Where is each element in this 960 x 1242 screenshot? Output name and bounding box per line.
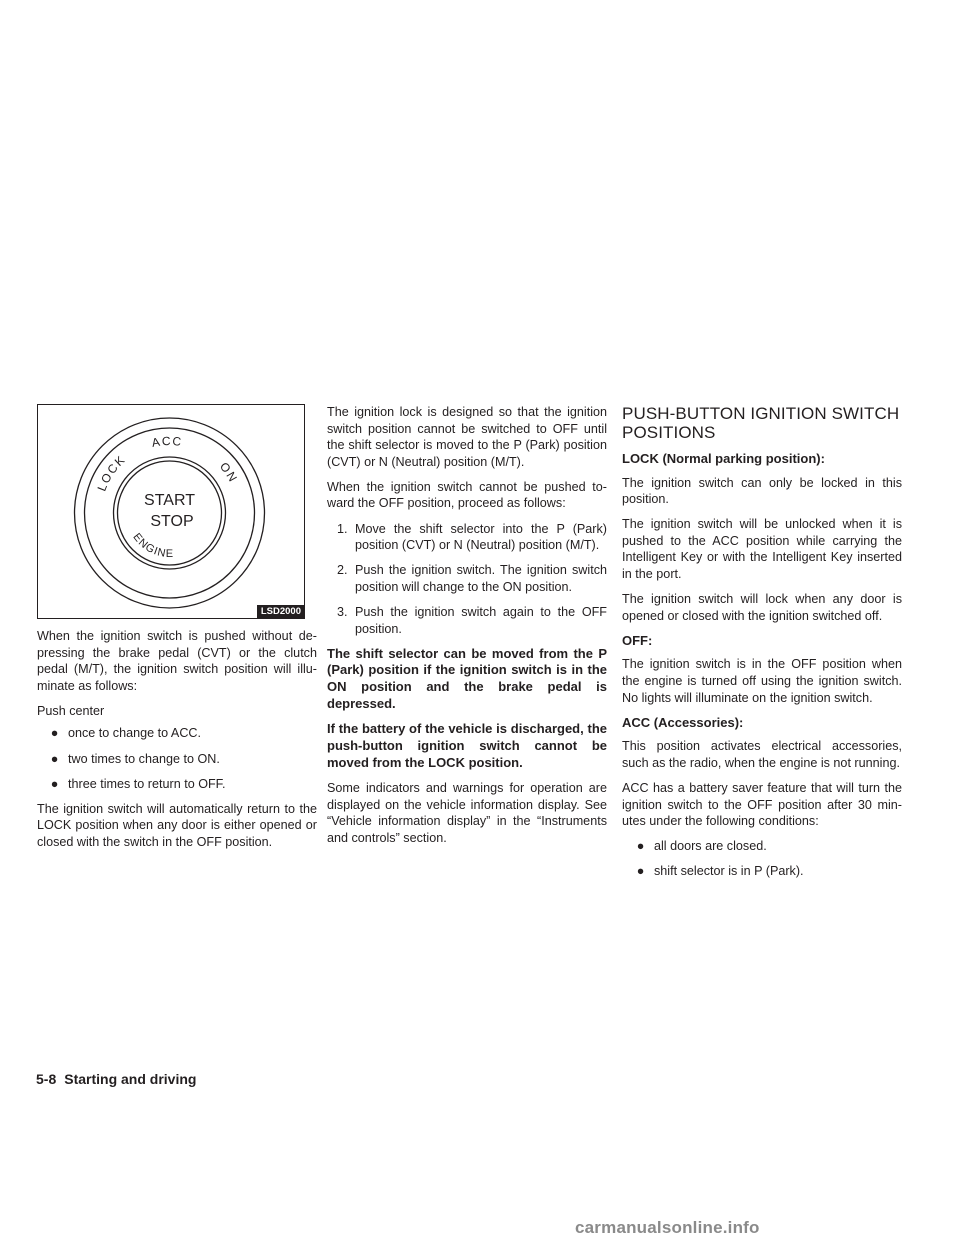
step-text: Push the ignition switch. The ignition switch position will change to the ON position. — [355, 563, 607, 594]
list-item: ● three times to return to OFF. — [37, 776, 317, 793]
page-footer — [36, 1071, 196, 1087]
acc-subheading: ACC (Accessories): — [622, 714, 744, 730]
list-item — [327, 562, 607, 595]
acc-paragraph-2: ACC has a battery saver feature that will turn the ignition switch to the OFF position after 30 min-utes under the following conditions: — [622, 781, 902, 829]
intro-paragraph: When the ignition switch is pushed without de-pressing the brake pedal (CVT) or the clutch pedal (M/T), the ignition switch position will illu-minate as follows: — [37, 629, 317, 693]
list-item: ● shift selector is in P (Park). — [622, 863, 902, 880]
battery-note: If the battery of the vehicle is discharged, the push-button ignition switch cannot be moved from the LOCK position. — [327, 721, 607, 770]
bullet-icon: ● — [636, 864, 645, 879]
svg-text:LOCK — [94, 452, 128, 493]
lock-paragraph-1: The ignition switch can only be locked in this position. — [622, 475, 902, 507]
svg-text:ACC — [151, 434, 184, 450]
list-item: ● two times to change to ON. — [37, 751, 317, 768]
list-item: ● all doors are closed. — [622, 838, 902, 855]
svg-text:ENGINE — [130, 531, 174, 560]
off-subheading: OFF: — [622, 632, 653, 648]
procedure-intro-paragraph: When the ignition switch cannot be pushed to-ward the OFF position, proceed as follows: — [327, 479, 607, 511]
list-item — [327, 521, 607, 554]
ignition-switch-figure — [37, 404, 305, 619]
button-label-start: START — [144, 492, 195, 509]
bullet-icon: ● — [50, 726, 59, 741]
step-number: 2. — [337, 563, 348, 578]
bullet-icon: ● — [50, 751, 59, 766]
bullet-icon: ● — [636, 839, 645, 854]
button-label-stop: STOP — [150, 513, 194, 530]
column-1 — [37, 404, 317, 859]
section-name: Starting and driving — [64, 1071, 197, 1087]
step-text: Move the shift selector into the P (Park) position (CVT) or N (Neutral) position (M/T). — [355, 521, 607, 553]
step-text: Push the ignition switch again to the OFF position. — [355, 604, 607, 636]
watermark: carmanualsonline.info — [575, 1218, 760, 1237]
section-heading: PUSH-BUTTON IGNITION SWITCH POSITIONS — [622, 404, 900, 442]
acc-paragraph-1: This position activates electrical accessories, such as the radio, when the engine is not running. — [622, 739, 902, 770]
auto-return-paragraph: The ignition switch will automatically return to the LOCK position when any door is either opened or closed with the switch in the OFF position. — [37, 801, 317, 849]
lock-subheading: LOCK (Normal parking position): — [622, 451, 825, 466]
svg-text:ON — [217, 459, 241, 485]
lock-paragraph-2: The ignition switch will be unlocked when it is pushed to the ACC position while carrying the Intelligent Key or with the Intelligent Key inserted in the port. — [622, 517, 902, 582]
list-item: ● once to change to ACC. — [37, 725, 317, 742]
step-number: 1. — [337, 521, 348, 536]
step-number: 3. — [337, 604, 348, 619]
page-number: 5-8 — [36, 1071, 57, 1087]
figure-label: LSD2000 — [257, 605, 304, 618]
ignition-switch-illustration — [38, 405, 304, 618]
column-2 — [327, 404, 607, 855]
bullet-icon: ● — [50, 776, 59, 791]
lock-design-paragraph: The ignition lock is designed so that the ignition switch position cannot be switched to OFF until the shift selector is moved to the P (Park) position (CVT) or N (Neutral) position (M/T). — [327, 405, 607, 469]
indicators-paragraph: Some indicators and warnings for operation are displayed on the vehicle information display. See “Vehicle information display” in the “Instruments and controls” section. — [327, 781, 607, 845]
button-label-engine: ENGINE — [130, 531, 175, 561]
lock-paragraph-3: The ignition switch will lock when any door is opened or closed with the ignition switched off. — [622, 592, 902, 623]
ring-label-on: ON — [216, 459, 241, 486]
ring-label-lock: LOCK — [94, 452, 129, 494]
shift-selector-note: The shift selector can be moved from the P (Park) position if the ignition switch is in the ON position and the brake pedal is depressed. — [327, 645, 607, 712]
column-3 — [622, 404, 902, 888]
off-paragraph: The ignition switch is in the OFF position when the engine is turned off using the ignition switch. No lights will illuminate on the ignition switch. — [622, 657, 902, 705]
push-center-text: Push center — [37, 703, 105, 718]
ring-label-acc: ACC — [150, 433, 184, 450]
list-item — [327, 604, 607, 637]
